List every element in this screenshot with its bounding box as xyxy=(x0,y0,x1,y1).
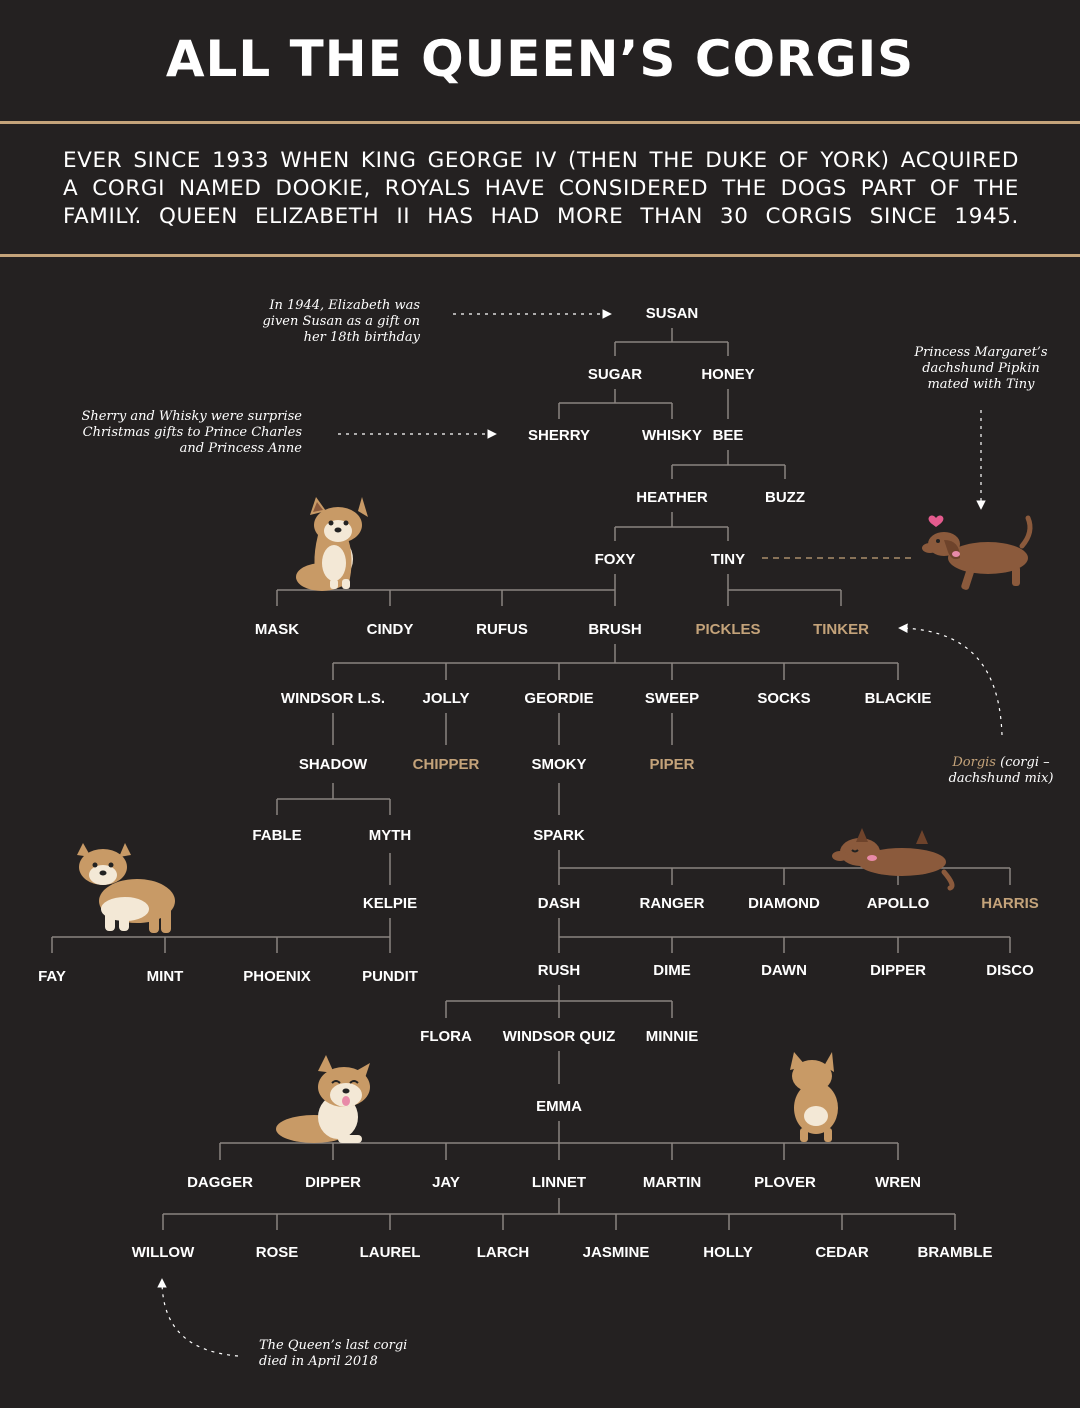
dorgis-line-rest: (corgi – xyxy=(995,755,1050,770)
dog-name-sherry: SHERRY xyxy=(528,427,590,444)
note-dorgis-line xyxy=(951,755,1050,770)
dog-name-whisky: WHISKY xyxy=(642,427,702,444)
dachshund-icon xyxy=(922,516,1030,591)
dog-name-rufus: RUFUS xyxy=(476,621,528,638)
dog-name-emma: EMMA xyxy=(536,1098,582,1115)
dog-name-cedar: CEDAR xyxy=(815,1244,869,1261)
dog-name-jolly: JOLLY xyxy=(422,690,470,707)
sitting-corgi-icon xyxy=(296,497,368,591)
connector xyxy=(52,918,390,953)
connector xyxy=(559,918,1010,953)
note-pipkin-line: mated with Tiny xyxy=(927,377,1035,392)
dog-name-larch: LARCH xyxy=(476,1244,530,1261)
standing-corgi-icon xyxy=(77,843,175,933)
intro-line: A CORGI NAMED DOOKIE, ROYALS HAVE CONSIDERED THE DOGS PART OF THE xyxy=(63,176,1019,201)
note-pipkin-line: Princess Margaret’s xyxy=(914,345,1048,360)
tree-connectors xyxy=(52,328,1010,1230)
dog-name-jay: JAY xyxy=(432,1174,460,1191)
dorgi-note-arrow xyxy=(900,628,1002,735)
connector xyxy=(446,985,672,1018)
hearts-icon xyxy=(929,516,944,527)
dog-name-plover: PLOVER xyxy=(754,1174,816,1191)
dog-name-mask: MASK xyxy=(254,621,300,638)
intro-line: FAMILY. QUEEN ELIZABETH II HAS HAD MORE THAN 30 CORGIS SINCE 1945. xyxy=(63,204,1019,229)
dog-name-willow: WILLOW xyxy=(131,1244,195,1261)
dog-name-martin: MARTIN xyxy=(642,1174,702,1191)
dog-name-dipper: DIPPER xyxy=(305,1174,361,1191)
dog-name-phoenix: PHOENIX xyxy=(243,968,311,985)
dog-name-dash: DASH xyxy=(537,895,581,912)
dog-name-bramble: BRAMBLE xyxy=(917,1244,993,1261)
dog-name-heather: HEATHER xyxy=(636,489,708,506)
dog-name-spark: SPARK xyxy=(533,827,585,844)
intro-line: EVER SINCE 1933 WHEN KING GEORGE IV (THEN THE DUKE OF YORK) ACQUIRED xyxy=(63,148,1019,173)
dog-name-apollo: APOLLO xyxy=(866,895,930,912)
dog-name-fay: FAY xyxy=(38,968,66,985)
connector xyxy=(672,450,785,479)
note-dorgis-line: dachshund mix) xyxy=(948,771,1054,786)
note-sherry-line: Christmas gifts to Prince Charles xyxy=(82,425,302,440)
dog-name-rush: RUSH xyxy=(537,962,581,979)
dog-name-laurel: LAUREL xyxy=(359,1244,421,1261)
note-susan-line: In 1944, Elizabeth was xyxy=(269,298,420,313)
connector xyxy=(559,389,672,419)
note-sherry-line: and Princess Anne xyxy=(179,441,302,456)
dog-name-dipper: DIPPER xyxy=(870,962,926,979)
dog-name-dawn: DAWN xyxy=(761,962,807,979)
dog-name-shadow: SHADOW xyxy=(298,756,368,773)
dog-name-kelpie: KELPIE xyxy=(362,895,418,912)
dog-name-windsor-quiz: WINDSOR QUIZ xyxy=(502,1028,616,1045)
dog-name-windsor-ls: WINDSOR L.S. xyxy=(280,690,386,707)
dog-name-foxy: FOXY xyxy=(594,551,636,568)
dog-name-susan: SUSAN xyxy=(645,305,699,322)
dog-name-blackie: BLACKIE xyxy=(864,690,932,707)
connector xyxy=(728,574,841,606)
note-sherry-line: Sherry and Whisky were surprise xyxy=(81,409,302,424)
dog-name-fable: FABLE xyxy=(252,827,302,844)
dog-name-buzz: BUZZ xyxy=(765,489,805,506)
dog-name-cindy: CINDY xyxy=(366,621,414,638)
dog-name-pundit: PUNDIT xyxy=(362,968,418,985)
dog-name-sugar: SUGAR xyxy=(587,366,643,383)
dog-name-wren: WREN xyxy=(875,1174,921,1191)
connector xyxy=(615,512,728,541)
dog-name-dime: DIME xyxy=(653,962,691,979)
dog-name-holly: HOLLY xyxy=(703,1244,753,1261)
connector xyxy=(163,1198,955,1230)
dog-name-pickles: PICKLES xyxy=(695,621,761,638)
note-susan-line: given Susan as a gift on xyxy=(262,314,420,329)
connector xyxy=(615,328,728,356)
dorgis-highlight: Dorgis xyxy=(952,755,996,770)
dog-name-geordie: GEORDIE xyxy=(524,690,594,707)
willow-note-arrow xyxy=(162,1280,238,1356)
note-pipkin-line: dachshund Pipkin xyxy=(922,361,1040,376)
page-title: ALL THE QUEEN’S CORGIS xyxy=(165,30,915,88)
dog-name-myth: MYTH xyxy=(368,827,412,844)
dog-name-rose: ROSE xyxy=(255,1244,299,1261)
dog-name-bee: BEE xyxy=(712,427,744,444)
dog-name-brush: BRUSH xyxy=(588,621,642,638)
dog-name-jasmine: JASMINE xyxy=(582,1244,650,1261)
dog-name-dagger: DAGGER xyxy=(187,1174,253,1191)
dog-name-mint: MINT xyxy=(146,968,184,985)
dog-name-ranger: RANGER xyxy=(639,895,705,912)
dog-name-tiny: TINY xyxy=(710,551,746,568)
note-willow-line: The Queen’s last corgi xyxy=(259,1338,408,1353)
dog-name-harris: HARRIS xyxy=(981,895,1039,912)
dog-name-minnie: MINNIE xyxy=(645,1028,699,1045)
dog-name-sweep: SWEEP xyxy=(644,690,700,707)
corgi-back-icon xyxy=(790,1052,838,1142)
connector xyxy=(277,783,390,815)
note-willow-line: died in April 2018 xyxy=(259,1354,378,1369)
lying-corgi-icon xyxy=(276,1055,370,1143)
dog-name-flora: FLORA xyxy=(420,1028,472,1045)
dog-name-smoky: SMOKY xyxy=(531,756,587,773)
dog-name-disco: DISCO xyxy=(986,962,1034,979)
dog-name-piper: PIPER xyxy=(649,756,695,773)
dog-name-linnet: LINNET xyxy=(531,1174,587,1191)
sleeping-dachshund-icon xyxy=(832,828,952,888)
note-susan-line: her 18th birthday xyxy=(303,330,420,345)
dog-name-chipper: CHIPPER xyxy=(412,756,480,773)
dog-name-tinker: TINKER xyxy=(813,621,869,638)
dog-name-honey: HONEY xyxy=(701,366,755,383)
dog-name-diamond: DIAMOND xyxy=(748,895,820,912)
connector xyxy=(333,644,898,680)
dog-name-socks: SOCKS xyxy=(757,690,811,707)
